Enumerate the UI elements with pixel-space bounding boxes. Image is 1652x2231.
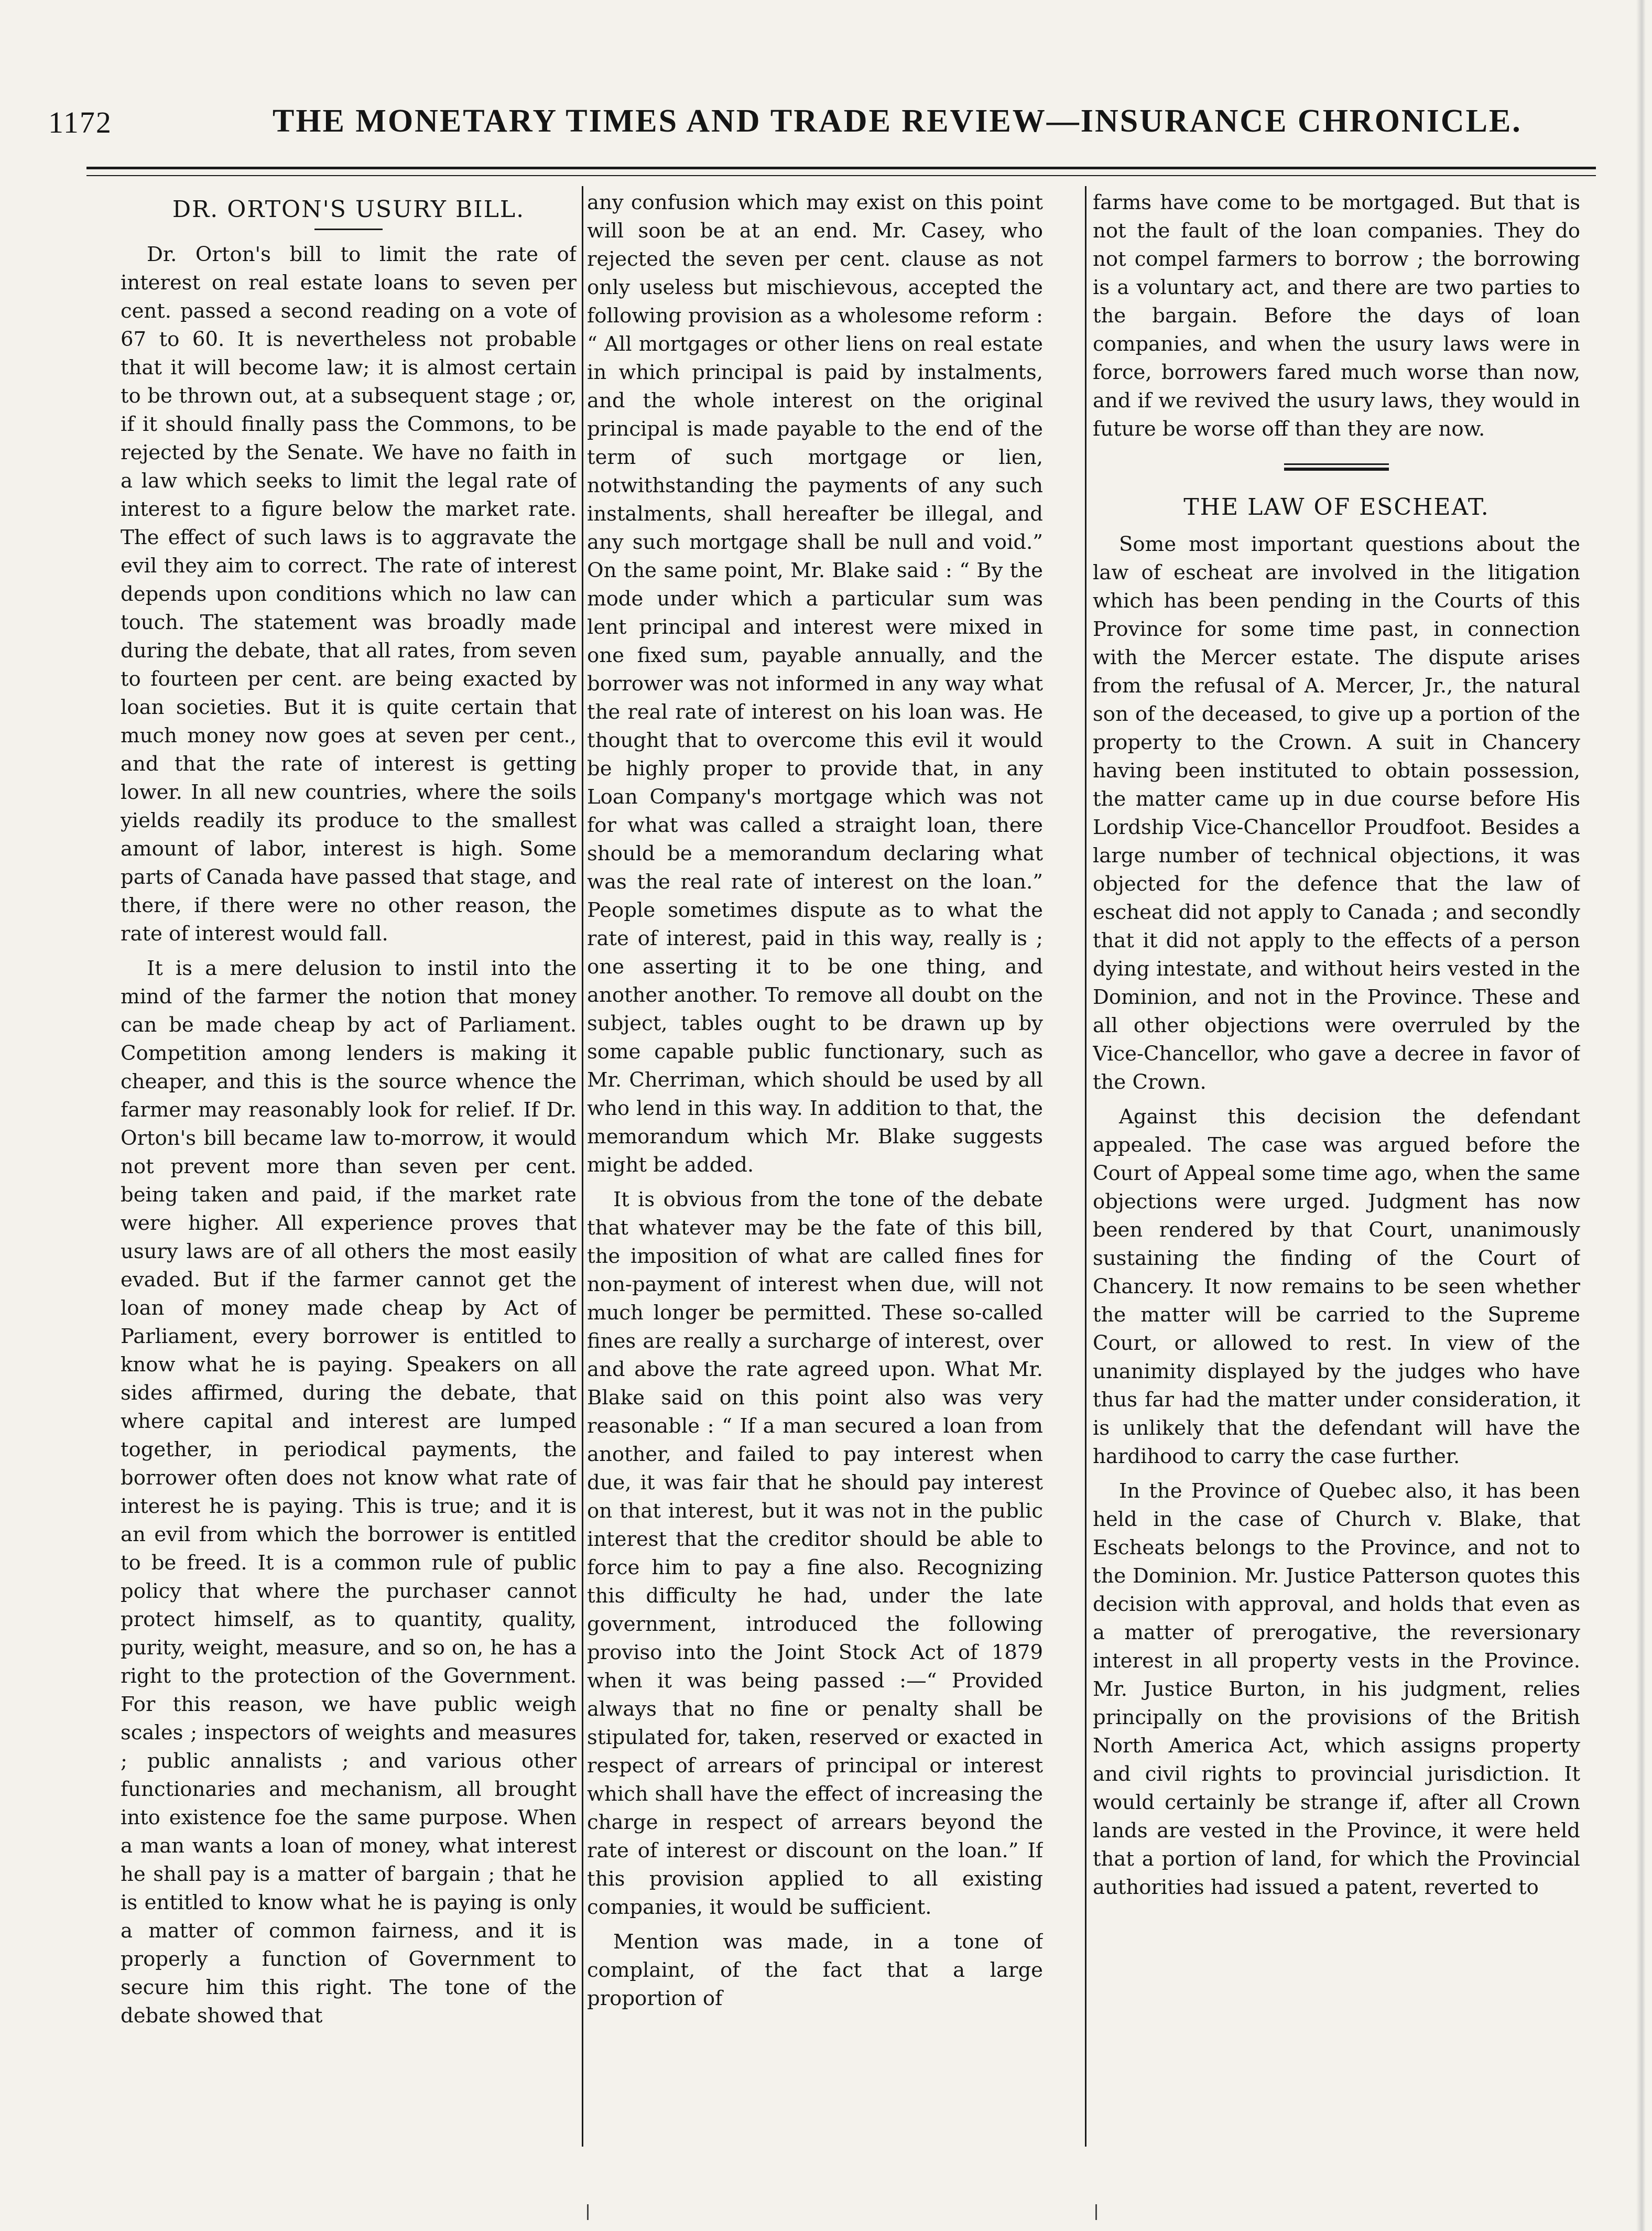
scan-mark <box>587 2204 589 2220</box>
paragraph: Some most important questions about the law of escheat are involved in the litigation which has been pending in the Courts of this Province for some time past, in connection with the Mercer estate. The dispute arises from the refusal of A. Mercer, Jr., the natural son of the deceased, to give up a portion of the property to the Crown. A suit in Chancery having been instituted to obtain possession, the matter came up in due course before His Lordship Vice-Chancellor Proudfoot. Besides a large number of technical objections, it was objected for the defence that the law of escheat did not apply to Canada ; and secondly that it did not apply to the effects of a person dying intestate, and without heirs vested in the Dominion, and not in the Province. These and all other objections were overruled by the Vice-Chancellor, who gave a decree in favor of the Crown. <box>1093 533 1580 1094</box>
header-rule-thin <box>86 175 1596 176</box>
page-edge-shadow <box>1636 0 1646 2231</box>
column-2 <box>587 189 1043 2149</box>
article-title-usury-bill: DR. ORTON'S USURY BILL. <box>172 196 525 223</box>
paragraph: Mention was made, in a tone of complaint, of the fact that a large proportion of <box>587 1930 1043 2010</box>
column-divider <box>1085 186 1086 2147</box>
paragraph: It is obvious from the tone of the debate that whatever may be the fate of this bill, the imposition of what are called fines for non-payment of interest when due, will not much longer be permitted. These so-called fines are really a surcharge of interest, over and above the rate agreed upon. What Mr. Blake said on this point also was very reasonable : “ If a man secured a loan from another, and failed to pay interest when due, it was fair that he should pay interest on that interest, but it was not in the public interest that the creditor should be able to force him to pay a fine also. Recognizing this difficulty he had, under the late government, introduced the following proviso into the Joint Stock Act of 1879 when it was being passed :—“ Provided always that no fine or penalty shall be stipulated for, taken, reserved or exacted in respect of arrears of principal or interest which shall have the effect of increasing the charge in respect of arrears beyond the rate of interest or discount on the loan.” If this provision applied to all existing companies, it would be sufficient. <box>587 1188 1043 1919</box>
header-rule-thick <box>86 167 1596 169</box>
section-ornament-rule <box>1284 463 1389 471</box>
title-rule <box>314 229 383 230</box>
scan-mark <box>1095 2204 1097 2220</box>
page-number: 1172 <box>48 105 112 139</box>
paragraph: It is a mere delusion to instil into the mind of the farmer the notion that money can be made cheap by act of Parliament. Competition among lenders is making it cheaper, and this is the source whence the farmer may reasonably look for relief. If Dr. Orton's bill became law to-morrow, it would not prevent more than seven per cent. being taken and paid, if the market rate were higher. All experience proves that usury laws are of all others the most easily evaded. But if the farmer cannot get the loan of money made cheap by Act of Parliament, every borrower is entitled to know what he is paying. Speakers on all sides affirmed, during the debate, that where capital and interest are lumped together, in periodical payments, the borrower often does not know what rate of interest he is paying. This is true; and it is an evil from which the borrower is entitled to be freed. It is a common rule of public policy that where the purchaser cannot protect himself, as to quantity, quality, purity, weight, measure, and so on, he has a right to the protection of the Government. For this reason, we have public weigh scales ; inspectors of weights and measures ; public annalists ; and various other functionaries and mechanism, all brought into existence foe the same purpose. When a man wants a loan of money, what interest he shall pay is a matter of bargain ; that he is entitled to know what he is paying is only a matter of common fairness, and it is properly a function of Government to secure him this right. The tone of the debate showed that <box>121 957 577 2028</box>
paragraph: Dr. Orton's bill to limit the rate of interest on real estate loans to seven per cent. passed a second reading on a vote of 67 to 60. It is nevertheless not probable that it will become law; it is almost certain to be thrown out, at a subsequent stage ; or, if it should finally pass the Commons, to be rejected by the Senate. We have no faith in a law which seeks to limit the legal rate of interest to a figure below the market rate. The effect of such laws is to aggravate the evil they aim to correct. The rate of interest depends upon conditions which no law can touch. The statement was broadly made during the debate, that all rates, from seven to fourteen per cent. are being exacted by loan societies. But it is quite certain that much money now goes at seven per cent., and that the rate of interest is getting lower. In all new countries, where the soils yields readily its produce to the smallest amount of labor, interest is high. Some parts of Canada have passed that stage, and there, if there were no other reason, the rate of interest would fall. <box>121 243 577 946</box>
article-title-law-of-escheat: THE LAW OF ESCHEAT. <box>1183 494 1490 521</box>
paragraph-continued: farms have come to be mortgaged. But that is not the fault of the loan companies. They do not compel farmers to borrow ; the borrowing is a voluntary act, and there are two parties to the bargain. Before the days of loan companies, and when the usury laws were in force, borrowers fared much worse than now, and if we revived the usury laws, they would in future be worse off than they are now. <box>1093 191 1580 441</box>
masthead: THE MONETARY TIMES AND TRADE REVIEW—INSURANCE CHRONICLE. <box>273 103 1522 139</box>
paragraph-continued: any confusion which may exist on this point will soon be at an end. Mr. Casey, who rejected the seven per cent. clause as not only useless but mischievous, accepted the following provision as a wholesome reform : “ All mortgages or other liens on real estate in which principal is paid by instalments, and the whole interest on the original principal is made payable to the end of the term of such mortgage or lien, notwithstanding the payments of any such instalments, shall hereafter be illegal, and any such mortgage shall be null and void.” On the same point, Mr. Blake said : “ By the mode under which a particular sum was lent principal and interest were mixed in one fixed sum, payable annually, and the borrower was not informed in any way what the real rate of interest on his loan was. He thought that to overcome this evil it would be highly proper to provide that, in any Loan Company's mortgage which was not for what was called a straight loan, there should be a memorandum declaring what was the real rate of interest on the loan.” People sometimes dispute as to what the rate of interest, paid in this way, really is ; one asserting it to be one thing, and another another. To remove all doubt on the subject, tables ought to be drawn up by some capable public functionary, such as Mr. Cherriman, which should be used by all who lend in this way. In addition to that, the memorandum which Mr. Blake suggests might be added. <box>587 191 1043 1177</box>
column-divider <box>582 186 583 2147</box>
column-1 <box>121 189 577 2149</box>
paragraph: In the Province of Quebec also, it has been held in the case of Church v. Blake, that Escheats belongs to the Province, and not to the Dominion. Mr. Justice Patterson quotes this decision with approval, and holds that even as a matter of prerogative, the reversionary interest in all property vests in the Province. Mr. Justice Burton, in his judgment, relies principally on the provisions of the British North America Act, which assigns property and civil rights to provincial jurisdiction. It would certainly be strange if, after all Crown lands are vested in the Province, it were held that a portion of land, for which the Provincial authorities had issued a patent, reverted to <box>1093 1479 1580 1899</box>
column-3 <box>1093 189 1580 2149</box>
paragraph: Against this decision the defendant appealed. The case was argued before the Court of Appeal some time ago, when the same objections were urged. Judgment has now been rendered by that Court, unanimously sustaining the finding of the Court of Chancery. It now remains to be seen whether the matter will be carried to the Supreme Court, or allowed to rest. In view of the unanimity displayed by the judges who have thus far had the matter under consideration, it is unlikely that the defendant will have the hardihood to carry the case further. <box>1093 1105 1580 1468</box>
